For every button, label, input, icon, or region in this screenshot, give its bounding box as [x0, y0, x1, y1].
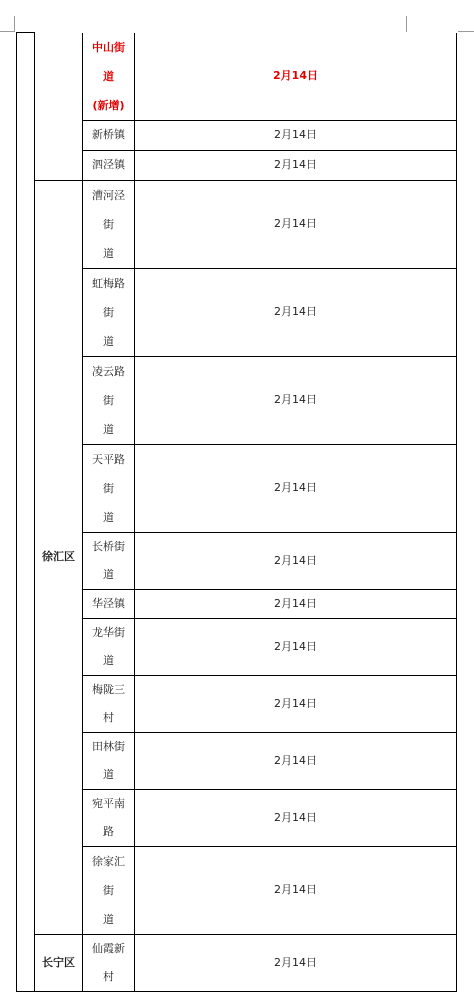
date-cell: 2月14日 [135, 356, 457, 444]
town-cell: 宛平南路 [83, 789, 135, 846]
table-row [17, 150, 457, 180]
date-cell: 2月14日 [135, 618, 457, 675]
crop-mark-top-right-h [458, 31, 474, 32]
table-row [17, 846, 457, 934]
district-cell-changning: 长宁区 [35, 934, 83, 991]
town-cell: 虹梅路街 道 [83, 268, 135, 356]
table-row [17, 934, 457, 991]
town-cell: 长桥街道 [83, 532, 135, 589]
town-name: 中山街道 (新增) [92, 40, 125, 112]
crop-mark-top-left-h [0, 31, 14, 32]
table-row [17, 268, 457, 356]
town-cell: 泗泾镇 [83, 150, 135, 180]
table-row [17, 589, 457, 618]
district-cell-xuhui: 徐汇区 [35, 180, 83, 934]
crop-mark-top-right-v [406, 16, 407, 32]
date-cell: 2月14日 [135, 675, 457, 732]
table-row [17, 33, 457, 121]
date-cell: 2月14日 [135, 732, 457, 789]
table-row [17, 618, 457, 675]
date-cell: 2月14日 [135, 120, 457, 150]
schedule-table [16, 32, 457, 992]
town-cell: 田林街道 [83, 732, 135, 789]
table-row [17, 675, 457, 732]
town-cell: 徐家汇街 道 [83, 846, 135, 934]
town-cell: 漕河泾街 道 [83, 180, 135, 268]
table-row [17, 356, 457, 444]
town-cell: 仙霞新村 [83, 934, 135, 991]
town-cell: 梅陇三村 [83, 675, 135, 732]
date-cell: 2月14日 [135, 532, 457, 589]
town-cell: 新桥镇 [83, 120, 135, 150]
table-row [17, 532, 457, 589]
date-cell: 2月14日 [135, 150, 457, 180]
table-row [17, 444, 457, 532]
table-row [17, 120, 457, 150]
town-cell: 天平路街 道 [83, 444, 135, 532]
table-row [17, 789, 457, 846]
crop-mark-top-left-v [14, 16, 15, 32]
date-cell: 2月14日 [135, 589, 457, 618]
margin-cell [17, 33, 35, 992]
town-cell-highlight [83, 33, 135, 121]
date-cell: 2月14日 [135, 789, 457, 846]
date-cell: 2月14日 [135, 180, 457, 268]
date-cell: 2月14日 [135, 268, 457, 356]
table-row [17, 732, 457, 789]
district-cell-empty [35, 33, 83, 181]
date-cell-highlight: 2月14日 [135, 33, 457, 121]
date-cell: 2月14日 [135, 934, 457, 991]
town-cell: 龙华街道 [83, 618, 135, 675]
table-row [17, 180, 457, 268]
date-cell: 2月14日 [135, 846, 457, 934]
date-cell: 2月14日 [135, 444, 457, 532]
town-cell: 凌云路街 道 [83, 356, 135, 444]
town-cell: 华泾镇 [83, 589, 135, 618]
